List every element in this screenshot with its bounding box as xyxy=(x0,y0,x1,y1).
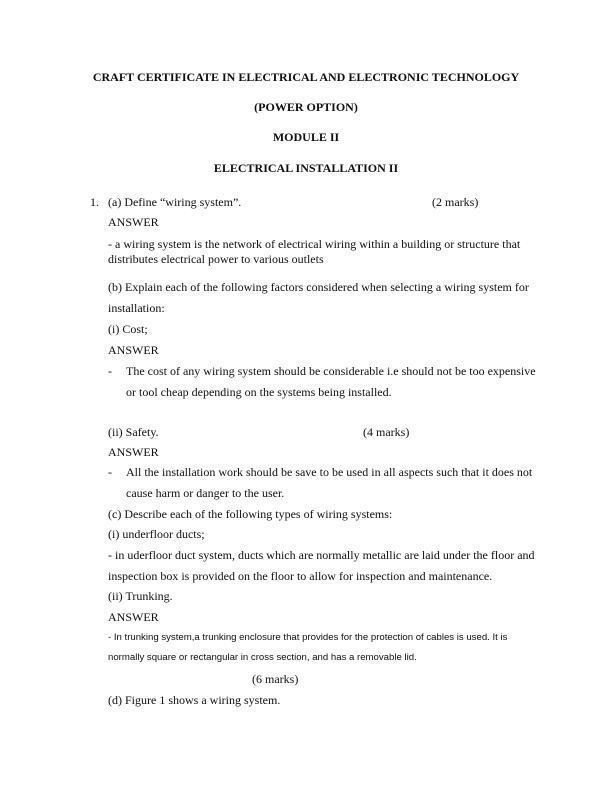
answer-text: normally square or rectangular in cross section, and has a removable lid. xyxy=(108,652,417,663)
answer-text: - in uderfloor duct system, ducts which are normally metallic are laid under the floor and xyxy=(108,548,535,562)
heading-subject: ELECTRICAL INSTALLATION II xyxy=(213,161,399,175)
question-c: (c) Describe each of the following types of wiring systems: xyxy=(108,507,393,521)
heading-certificate: CRAFT CERTIFICATE IN ELECTRICAL AND ELECTRONIC TECHNOLOGY xyxy=(92,70,520,84)
answer-label: ANSWER xyxy=(108,215,159,229)
answer-text: or tool cheap depending on the systems being installed. xyxy=(126,385,392,399)
answer-text: - a wiring system is the network of electrical wiring within a building or structure that xyxy=(108,237,521,251)
answer-text: All the installation work should be save to be used in all aspects such that it does not xyxy=(126,465,533,479)
heading-option: (POWER OPTION) xyxy=(254,100,358,114)
answer-text: - In trunking system,a trunking enclosure that provides for the protection of cables is used. It is xyxy=(108,632,508,643)
bullet: - xyxy=(108,364,112,378)
marks-c: (6 marks) xyxy=(252,672,299,686)
subquestion-safety: (ii) Safety. xyxy=(108,425,159,439)
subquestion-trunking: (ii) Trunking. xyxy=(108,589,173,603)
question-b: installation: xyxy=(108,301,165,315)
marks-b: (4 marks) xyxy=(363,425,410,439)
answer-text: distributes electrical power to various outlets xyxy=(108,252,324,266)
question-number: 1. xyxy=(90,195,99,209)
answer-label: ANSWER xyxy=(108,610,159,624)
marks-a: (2 marks) xyxy=(432,195,479,209)
question-a: (a) Define “wiring system”. xyxy=(108,195,242,209)
subquestion-cost: (i) Cost; xyxy=(108,322,148,336)
answer-text: inspection box is provided on the floor to allow for inspection and maintenance. xyxy=(108,569,493,583)
answer-text: The cost of any wiring system should be considerable i.e should not be too expensive xyxy=(126,364,536,378)
question-b: (b) Explain each of the following factors considered when selecting a wiring system for xyxy=(108,280,529,294)
answer-label: ANSWER xyxy=(108,343,159,357)
question-d: (d) Figure 1 shows a wiring system. xyxy=(108,693,281,707)
bullet: - xyxy=(108,465,112,479)
subquestion-underfloor: (i) underfloor ducts; xyxy=(108,527,205,541)
answer-text: cause harm or danger to the user. xyxy=(126,486,285,500)
answer-label: ANSWER xyxy=(108,445,159,459)
heading-module: MODULE II xyxy=(272,130,340,144)
